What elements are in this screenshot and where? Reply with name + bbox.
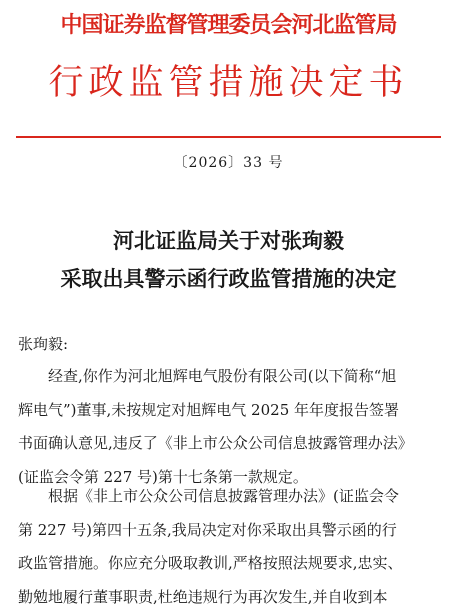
decision-title-line-1: 河北证监局关于对张珣毅	[0, 222, 457, 260]
document-number: 〔2026〕33 号	[0, 152, 457, 172]
paragraph-line: 勤勉地履行董事职责,杜绝违规行为再次发生,并自收到本	[18, 581, 443, 614]
paragraph-line: 辉电气”)董事,未按规定对旭辉电气 2025 年年度报告签署	[18, 394, 443, 428]
paragraph-findings	[18, 360, 443, 494]
paragraph-line: (证监会令第 227 号)第十七条第一款规定。	[18, 461, 443, 495]
document-type-heading: 行政监管措施决定书	[0, 55, 457, 105]
issuer-name: 中国证券监督管理委员会河北监管局	[0, 8, 457, 39]
decision-title-line-2: 采取出具警示函行政监管措施的决定	[0, 260, 457, 298]
paragraph-line: 书面确认意见,违反了《非上市公众公司信息披露管理办法》	[18, 427, 443, 461]
paragraph-decision	[18, 480, 443, 614]
paragraph-line: 政监管措施。你应充分吸取教训,严格按照法规要求,忠实、	[18, 547, 443, 581]
paragraph-line: 经查,你作为河北旭辉电气股份有限公司(以下简称“旭	[18, 360, 443, 394]
salutation: 张珣毅:	[18, 333, 68, 354]
paragraph-line: 第 227 号)第四十五条,我局决定对你采取出具警示函的行	[18, 514, 443, 548]
red-divider-line	[16, 136, 441, 138]
paragraph-line: 根据《非上市公众公司信息披露管理办法》(证监会令	[18, 480, 443, 514]
decision-title	[0, 222, 457, 298]
